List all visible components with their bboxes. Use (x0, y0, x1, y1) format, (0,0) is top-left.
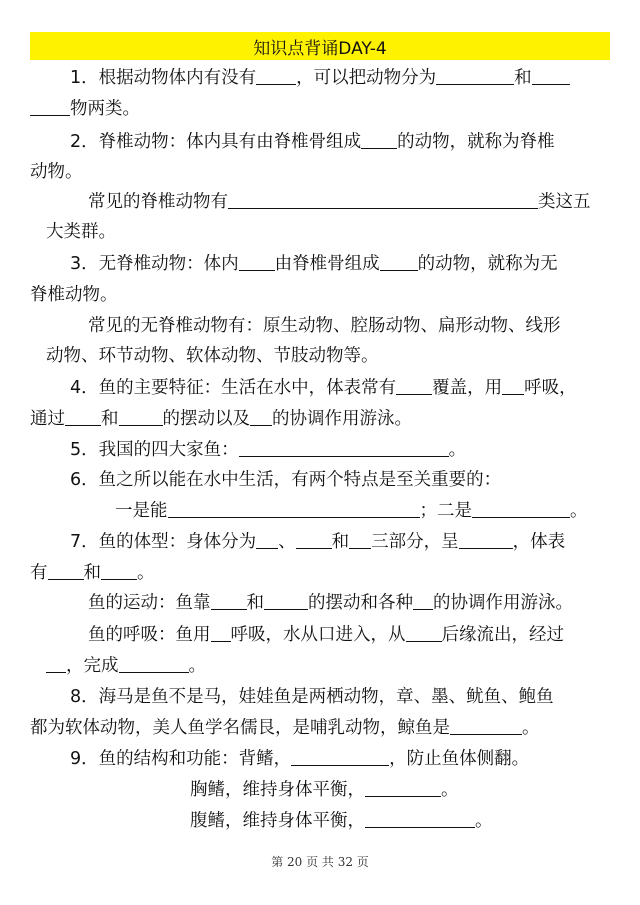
blank[interactable] (396, 374, 432, 395)
blank[interactable] (239, 250, 275, 271)
blank[interactable] (119, 405, 163, 426)
blank[interactable] (48, 559, 84, 580)
page-title-banner (30, 32, 610, 60)
blank[interactable] (502, 374, 524, 395)
q2-line-3: 常见的脊椎动物有 类这五 (88, 187, 591, 217)
blank[interactable] (211, 621, 231, 642)
blank[interactable] (211, 589, 247, 610)
blank[interactable] (256, 64, 296, 85)
blank[interactable] (532, 64, 570, 85)
blank[interactable] (361, 128, 397, 149)
blank[interactable] (65, 405, 101, 426)
q7-line-5: ，完成 。 (46, 651, 206, 681)
blank[interactable] (413, 589, 433, 610)
blank[interactable] (380, 250, 418, 271)
q6-line-1: 6．鱼之所以能在水中生活，有两个特点是至关重要的： (70, 470, 502, 490)
q9-line-1: 9．鱼的结构和功能：背鳍， ，防止鱼体侧翻。 (70, 744, 529, 774)
blank[interactable] (406, 621, 442, 642)
blank[interactable] (296, 528, 332, 549)
q3-line-4: 动物、环节动物、软体动物、节肢动物等。 (46, 346, 379, 366)
q2-line-1: 2．脊椎动物：体内具有由脊椎骨组成 的动物，就称为脊椎 (70, 127, 555, 157)
blank[interactable] (101, 559, 137, 580)
q7-line-4: 鱼的呼吸：鱼用 呼吸，水从口进入，从 后缘流出，经过 (88, 620, 564, 650)
blank[interactable] (264, 589, 308, 610)
q8-line-1: 8．海马是鱼不是马，娃娃鱼是两栖动物，章、墨、鱿鱼、鲍鱼 (70, 687, 554, 707)
blank[interactable] (256, 528, 278, 549)
q3-line-3: 常见的无脊椎动物有：原生动物、腔肠动物、扁形动物、线形 (88, 316, 561, 336)
q7-line-3: 鱼的运动：鱼靠 和 的摆动和各种 的协调作用游泳。 (88, 588, 573, 618)
q2-line-4: 大类群。 (46, 222, 116, 242)
blank[interactable] (365, 776, 441, 797)
blank[interactable] (472, 497, 570, 518)
blank[interactable] (365, 807, 475, 828)
blank[interactable] (239, 436, 449, 457)
blank[interactable] (250, 405, 272, 426)
q7-line-1: 7．鱼的体型：身体分为 、 和 三部分，呈 ，体表 (70, 527, 565, 557)
q4-line-1: 4．鱼的主要特征：生活在水中，体表常有 覆盖，用 呼吸， (70, 373, 577, 403)
q4-line-2: 通过 和 的摆动以及 的协调作用游泳。 (30, 404, 412, 434)
blank[interactable] (30, 95, 70, 116)
q2-line-2: 动物。 (30, 162, 83, 182)
blank[interactable] (459, 528, 513, 549)
page-number: 第 20 页 共 32 页 (271, 855, 369, 869)
blank[interactable] (119, 652, 189, 673)
blank[interactable] (436, 64, 514, 85)
q7-line-2: 有 和 。 (30, 558, 155, 588)
q1-line-2: 物两类。 (30, 94, 140, 124)
q8-line-2: 都为软体动物，美人鱼学名儒艮，是哺乳动物，鲸鱼是 。 (30, 713, 540, 743)
q9-line-2: 胸鳍，维持身体平衡， 。 (190, 775, 459, 805)
q3-line-2: 脊椎动物。 (30, 285, 118, 305)
blank[interactable] (46, 652, 66, 673)
q9-line-3: 腹鳍，维持身体平衡， 。 (190, 806, 493, 836)
blank[interactable] (168, 497, 420, 518)
blank[interactable] (228, 188, 538, 209)
blank[interactable] (450, 714, 522, 735)
q5-line-1: 5．我国的四大家鱼： 。 (70, 435, 466, 465)
q3-line-1: 3．无脊椎动物：体内 由脊椎骨组成 的动物，就称为无 (70, 249, 558, 279)
q6-line-2: 一是能 ；二是 。 (115, 496, 588, 526)
page-title: 知识点背诵DAY-4 (253, 38, 387, 59)
blank[interactable] (349, 528, 371, 549)
blank[interactable] (291, 745, 389, 766)
q1-line-1: 1．根据动物体内有没有 ，可以把动物分为 和 (70, 63, 570, 93)
